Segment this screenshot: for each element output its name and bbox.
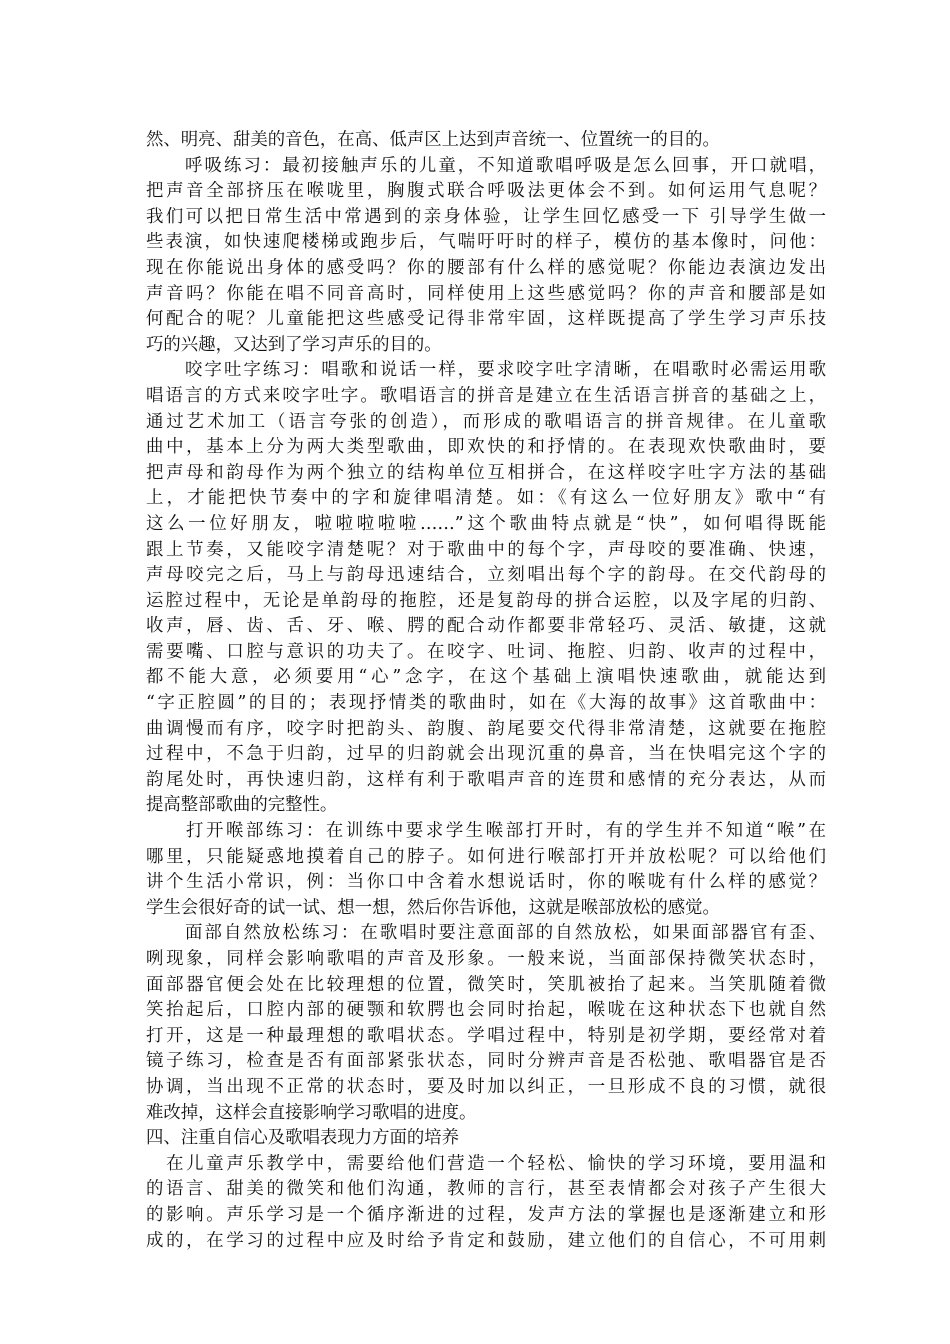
text-line: 现在你能说出身体的感受吗？你的腰部有什么样的感觉呢？你能边表演边发出 bbox=[146, 257, 826, 278]
text-line: 咧现象，同样会影响歌唱的声音及形象。一般来说，当面部保持微笑状态时， bbox=[146, 949, 826, 969]
text-line: 成的，在学习的过程中应及时给予肯定和鼓励，建立他们的自信心，不可用刺 bbox=[146, 1230, 826, 1251]
text-line: 这么一位好朋友，啦啦啦啦啦……”这个歌曲特点就是“快”，如何唱得既能 bbox=[146, 513, 826, 534]
text-line: 我们可以把日常生活中常遇到的亲身体验，让学生回忆感受一下 引导学生做一 bbox=[146, 206, 826, 227]
body-text bbox=[146, 128, 826, 1254]
text-line: 声音吗？你能在唱不同音高时，同样使用上这些感觉吗？你的声音和腰部是如 bbox=[146, 283, 826, 304]
text-line: 哪里，只能疑惑地摸着自己的脖子。如何进行喉部打开并放松呢？可以给他们 bbox=[146, 846, 826, 867]
text-line: “字正腔圆”的目的；表现抒情类的歌曲时，如在《大海的故事》这首歌曲中： bbox=[146, 693, 826, 714]
text-line: 通过艺术加工（语言夸张的创造），而形成的歌唱语言的拼音规律。在儿童歌 bbox=[146, 411, 826, 432]
text-line: 运腔过程中，无论是单韵母的拖腔，还是复韵母的拼合运腔，以及字尾的归韵、 bbox=[146, 590, 826, 611]
text-line: 的影响。声乐学习是一个循序渐进的过程，发声方法的掌握也是逐渐建立和形 bbox=[146, 1204, 826, 1225]
text-line: 面部自然放松练习：在歌唱时要注意面部的自然放松，如果面部器官有歪、 bbox=[146, 923, 826, 944]
text-line: 声母咬完之后，马上与韵母迅速结合，立刻唱出每个字的韵母。在交代韵母的 bbox=[146, 565, 826, 586]
text-line: 然、明亮、甜美的音色，在高、低声区上达到声音统一、位置统一的目的。 bbox=[146, 130, 720, 150]
text-line: 笑抬起后，口腔内部的硬颚和软腭也会同时抬起，喉咙在这种状态下也就自然 bbox=[146, 1000, 826, 1021]
text-line: 曲调慢而有序，咬字时把韵头、韵腹、韵尾要交代得非常清楚，这就要在拖腔 bbox=[146, 718, 826, 739]
text-line: 镜子练习，检查是否有面部紧张状态，同时分辨声音是否松弛、歌唱器官是否 bbox=[146, 1051, 826, 1072]
text-line: 何配合的呢？儿童能把这些感受记得非常牢固，这样既提高了学生学习声乐技 bbox=[146, 309, 826, 330]
text-line: 协调，当出现不正常的状态时，要及时加以纠正，一旦形成不良的习惯，就很 bbox=[146, 1076, 826, 1097]
text-line: 些表演，如快速爬楼梯或跑步后，气喘吁吁时的样子，模仿的基本像时，问他： bbox=[146, 232, 826, 253]
text-line: 面部器官便会处在比较理想的位置，微笑时，笑肌被抬了起来。当笑肌随着微 bbox=[146, 974, 826, 995]
text-line: 的语言、甜美的微笑和他们沟通，教师的言行，甚至表情都会对孩子产生很大 bbox=[146, 1179, 826, 1200]
text-line: 巧的兴趣，又达到了学习声乐的目的。 bbox=[146, 334, 442, 355]
text-line: 难改掉，这样会直接影响学习歌唱的进度。 bbox=[146, 1102, 477, 1123]
text-line: 打开喉部练习：在训练中要求学生喉部打开时，有的学生并不知道“喉”在 bbox=[146, 821, 826, 842]
text-line: 唱语言的方式来咬字吐字。歌唱语言的拼音是建立在生活语言拼音的基础之上， bbox=[146, 385, 826, 406]
text-line: 曲中，基本上分为两大类型歌曲，即欢快的和抒情的。在表现欢快歌曲时，要 bbox=[146, 437, 826, 458]
text-line: 都不能大意，必须要用“心”念字，在这个基础上演唱快速歌曲，就能达到 bbox=[146, 667, 826, 688]
text-line: 把声音全部挤压在喉咙里，胸腹式联合呼吸法更体会不到。如何运用气息呢？ bbox=[146, 181, 826, 202]
text-line: 韵尾处时，再快速归韵，这样有利于歌唱声音的连贯和感情的充分表达，从而 bbox=[146, 769, 826, 790]
text-line: 跟上节奏，又能咬字清楚呢？对于歌曲中的每个字，声母咬的要准确、快速， bbox=[146, 539, 826, 560]
text-line: 学生会很好奇的试一试、想一想，然后你告诉他，这就是喉部放松的感觉。 bbox=[146, 897, 720, 918]
text-line: 收声，唇、齿、舌、牙、喉、腭的配合动作都要非常轻巧、灵活、敏捷，这就 bbox=[146, 616, 826, 637]
text-line: 把声母和韵母作为两个独立的结构单位互相拼合，在这样咬字吐字方法的基础 bbox=[146, 462, 826, 483]
text-line: 过程中，不急于归韵，过早的归韵就会出现沉重的鼻音，当在快唱完这个字的 bbox=[146, 744, 826, 765]
text-line: 在儿童声乐教学中，需要给他们营造一个轻松、愉快的学习环境，要用温和 bbox=[146, 1153, 826, 1174]
text-line: 打开，这是一种最理想的歌唱状态。学唱过程中，特别是初学期，要经常对着 bbox=[146, 1025, 826, 1046]
text-line: 需要嘴、口腔与意识的功夫了。在咬字、吐词、拖腔、归韵、收声的过程中， bbox=[146, 641, 826, 662]
text-line: 讲个生活小常识，例：当你口中含着水想说话时，你的喉咙有什么样的感觉？ bbox=[146, 872, 826, 893]
section-heading: 四、注重自信心及歌唱表现力方面的培养 bbox=[146, 1128, 460, 1149]
text-line: 上，才能把快节奏中的字和旋律唱清楚。如：《有这么一位好朋友》歌中“有 bbox=[146, 488, 826, 509]
text-line: 提高整部歌曲的完整性。 bbox=[146, 795, 338, 816]
text-line: 咬字吐字练习：唱歌和说话一样，要求咬字吐字清晰，在唱歌时必需运用歌 bbox=[146, 360, 826, 381]
text-line: 呼吸练习：最初接触声乐的儿童，不知道歌唱呼吸是怎么回事，开口就唱， bbox=[146, 155, 826, 176]
